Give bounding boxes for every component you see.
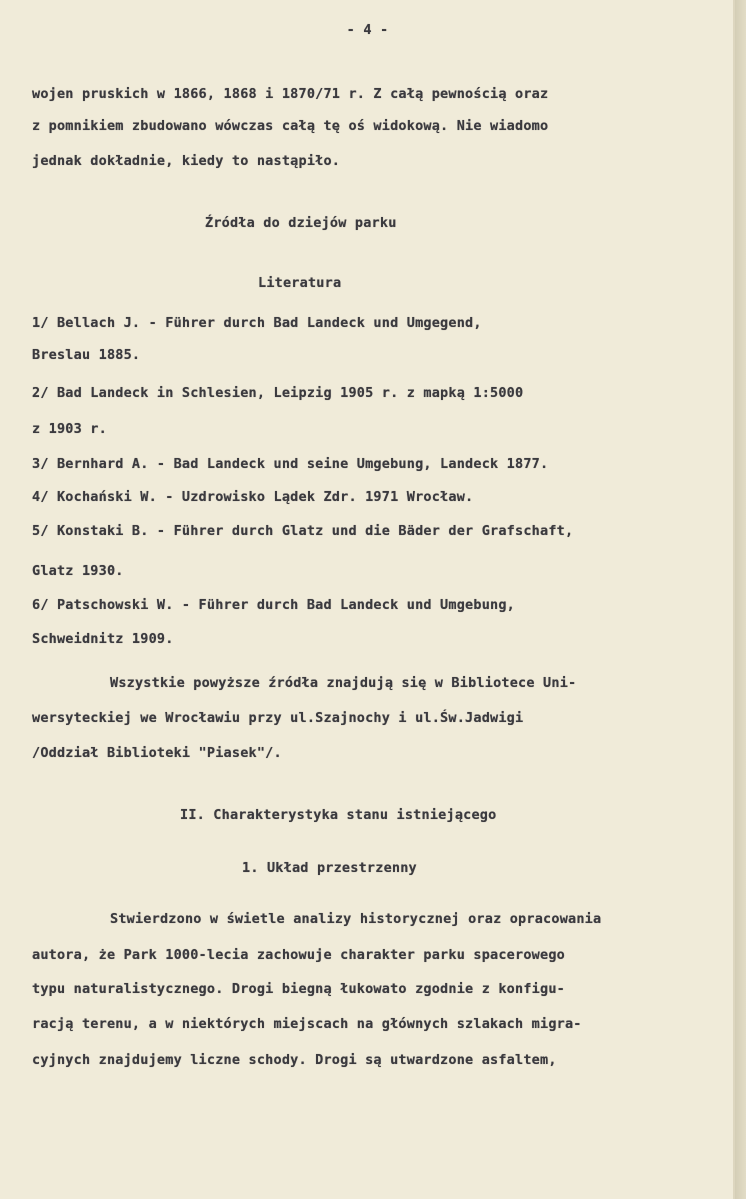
bibliography-entry-2: 2/ Bad Landeck in Schlesien, Leipzig 1905 r. z mapką 1:5000 xyxy=(32,385,524,401)
page-number: - 4 - xyxy=(346,22,389,38)
literature-heading: Literatura xyxy=(258,275,342,291)
bibliography-entry-6: 6/ Patschowski W. - Führer durch Bad Landeck und Umgebung, xyxy=(32,597,516,613)
paragraph-1-line-1: wojen pruskich w 1866, 1868 i 1870/71 r. Z całą pewnością oraz xyxy=(32,86,549,102)
paragraph-1-line-2: z pomnikiem zbudowano wówczas całą tę oś widokową. Nie wiadomo xyxy=(32,118,549,134)
bibliography-entry-3: 3/ Bernhard A. - Bad Landeck und seine Umgebung, Landeck 1877. xyxy=(32,456,549,472)
paragraph-3-line-3: typu naturalistycznego. Drogi biegną łukowato zgodnie z konfigu- xyxy=(32,981,565,997)
chapter-heading: II. Charakterystyka stanu istniejącego xyxy=(180,807,497,823)
bibliography-entry-6-cont: Schweidnitz 1909. xyxy=(32,631,174,647)
paragraph-3-line-1: Stwierdzono w świetle analizy historycznej oraz opracowania xyxy=(110,911,602,927)
bibliography-entry-1-cont: Breslau 1885. xyxy=(32,347,141,363)
bibliography-entry-4: 4/ Kochański W. - Uzdrowisko Lądek Zdr. 1971 Wrocław. xyxy=(32,489,474,505)
paragraph-3-line-4: racją terenu, a w niektórych miejscach na głównych szlakach migra- xyxy=(32,1016,582,1032)
paragraph-2-line-2: wersyteckiej we Wrocławiu przy ul.Szajnochy i ul.Św.Jadwigi xyxy=(32,710,524,726)
paragraph-3-line-5: cyjnych znajdujemy liczne schody. Drogi są utwardzone asfaltem, xyxy=(32,1052,557,1068)
bibliography-entry-2-cont: z 1903 r. xyxy=(32,421,107,437)
paragraph-2-line-3: /Oddział Biblioteki "Piasek"/. xyxy=(32,745,282,761)
sources-heading: Źródła do dziejów parku xyxy=(205,215,397,231)
section-heading: 1. Układ przestrzenny xyxy=(242,860,417,876)
bibliography-entry-5-cont: Glatz 1930. xyxy=(32,563,124,579)
paragraph-3-line-2: autora, że Park 1000-lecia zachowuje charakter parku spacerowego xyxy=(32,947,565,963)
page-edge-strip xyxy=(735,0,746,1199)
bibliography-entry-5: 5/ Konstaki B. - Führer durch Glatz und die Bäder der Grafschaft, xyxy=(32,523,574,539)
bibliography-entry-1: 1/ Bellach J. - Führer durch Bad Landeck und Umgegend, xyxy=(32,315,482,331)
paragraph-2-line-1: Wszystkie powyższe źródła znajdują się w Bibliotece Uni- xyxy=(110,675,577,691)
paragraph-1-line-3: jednak dokładnie, kiedy to nastąpiło. xyxy=(32,153,341,169)
